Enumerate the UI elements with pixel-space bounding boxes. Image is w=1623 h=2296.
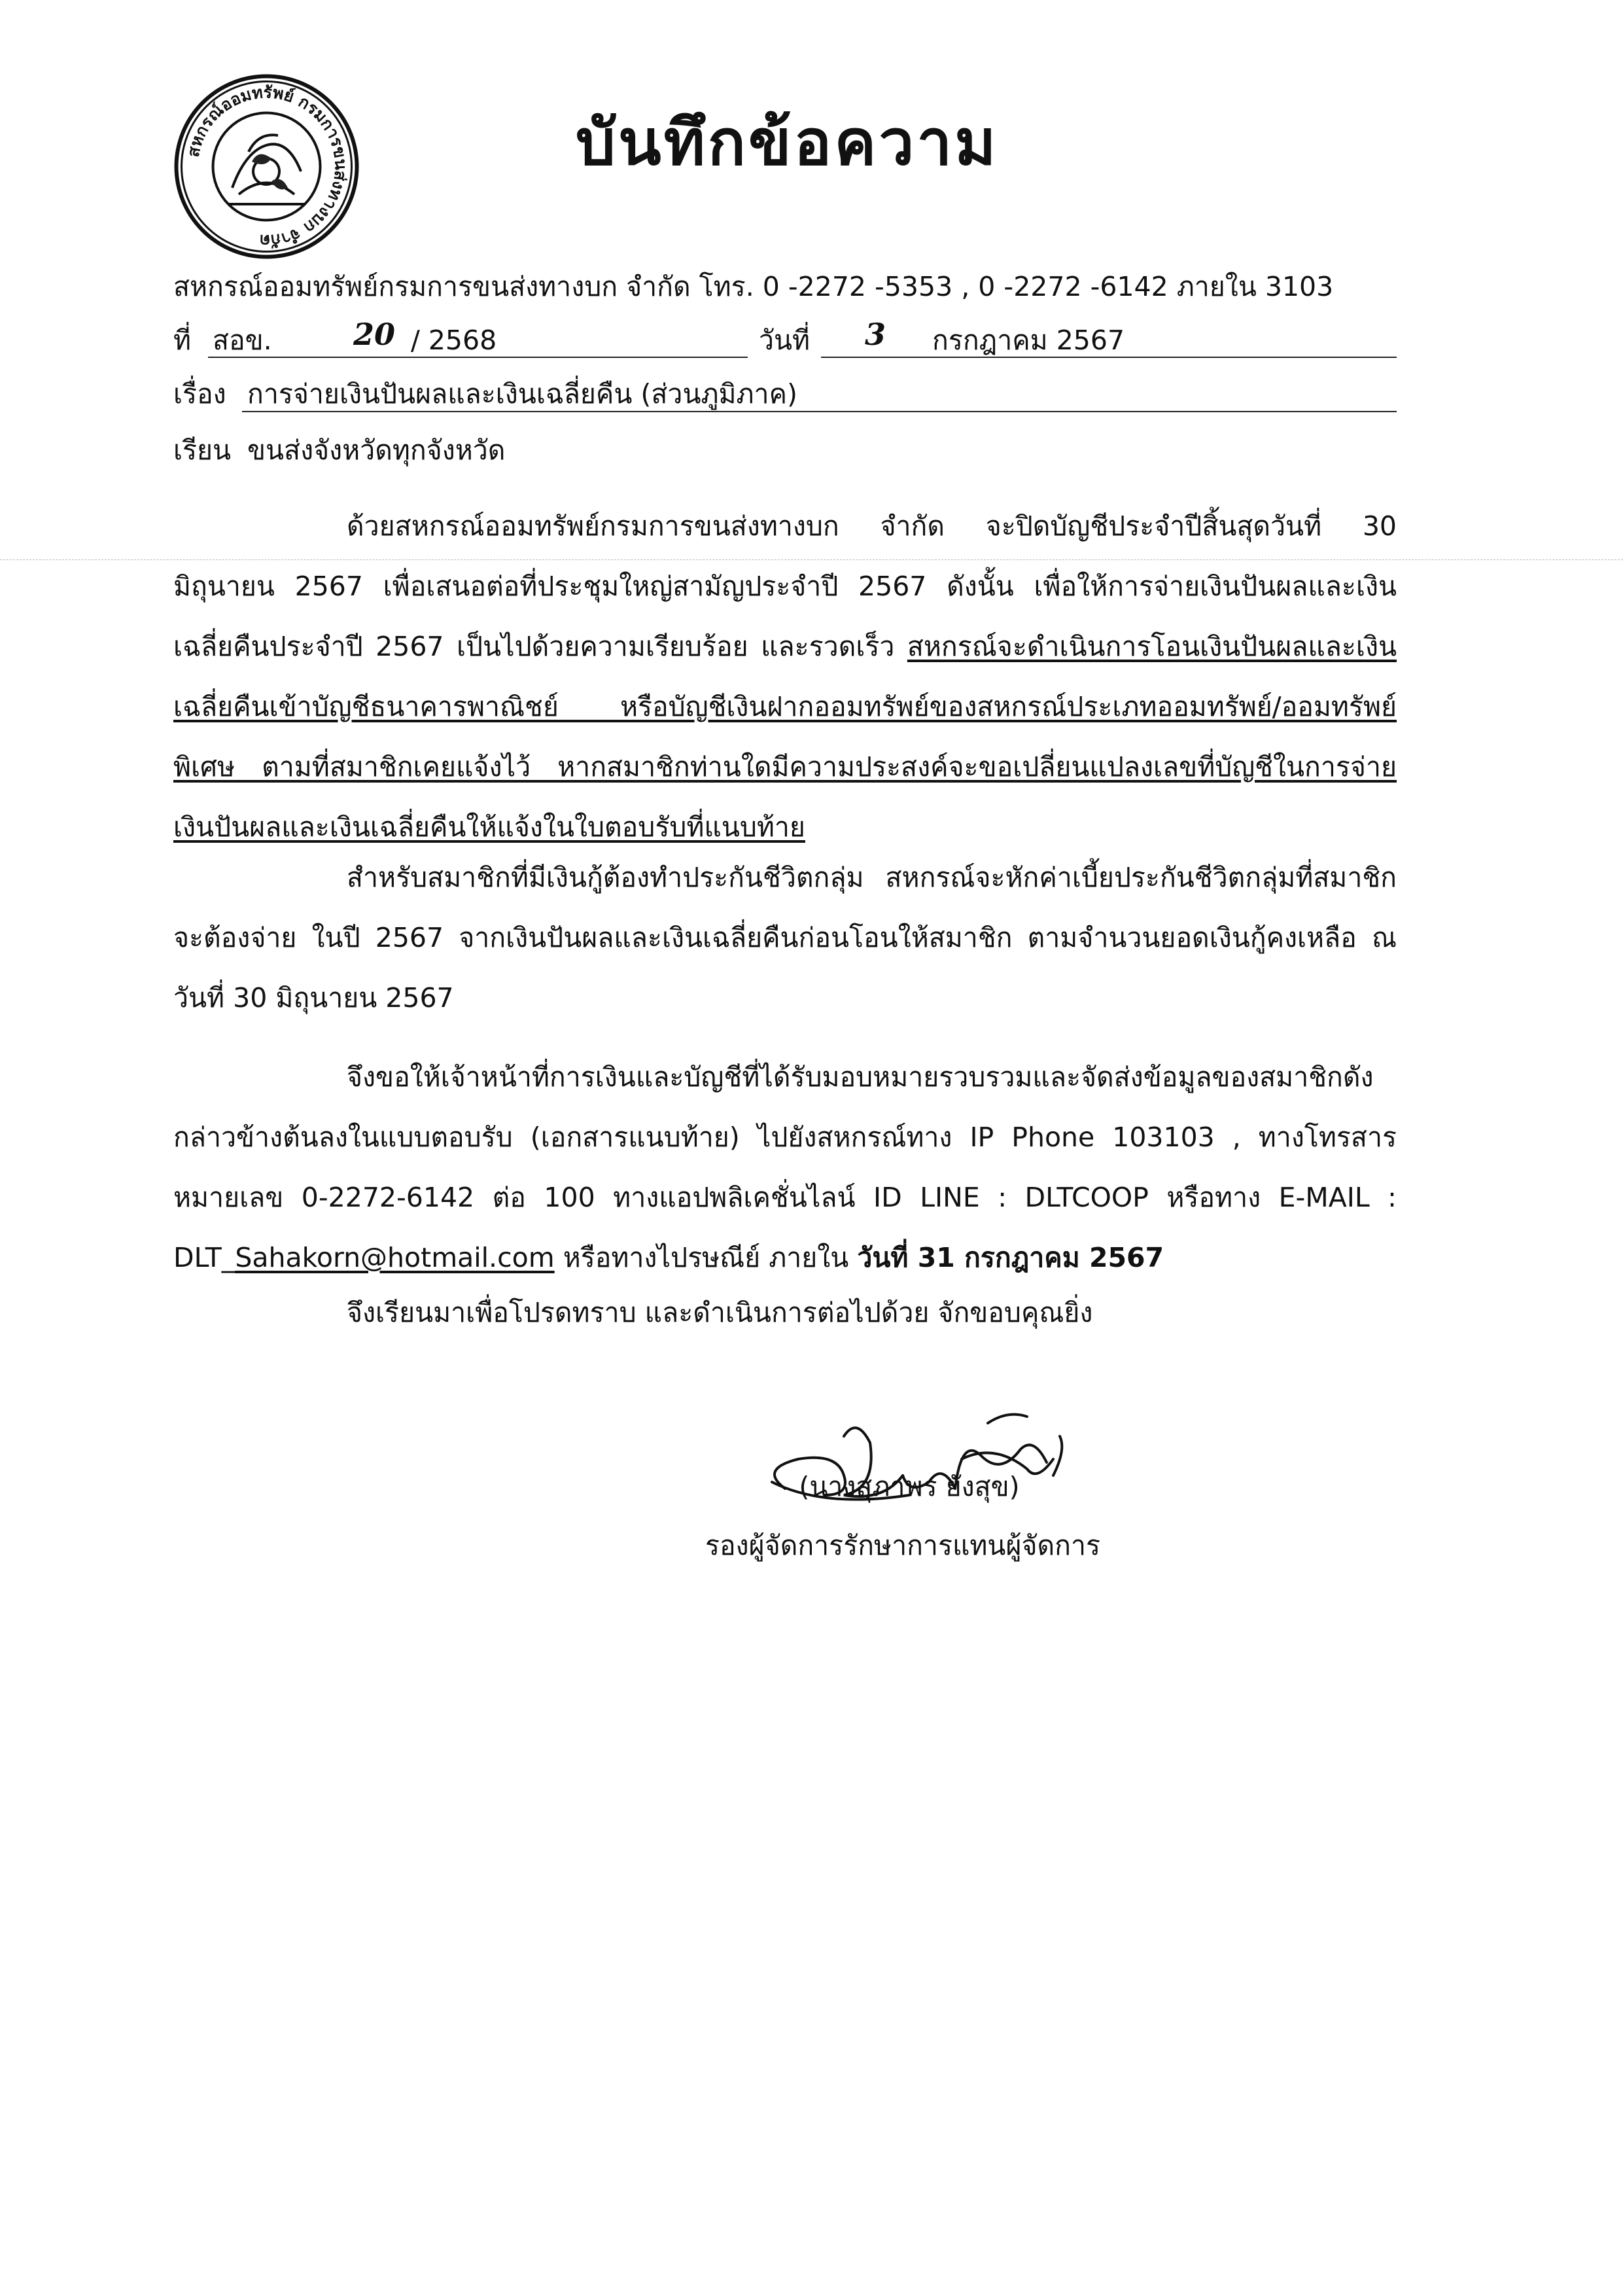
closing-paragraph bbox=[173, 1282, 1397, 1343]
ref-label: ที่ bbox=[173, 325, 192, 356]
date-label: วันที่ bbox=[759, 325, 811, 356]
recipient-text: ขนส่งจังหวัดทุกจังหวัด bbox=[247, 434, 506, 466]
subject-text: การจ่ายเงินปันผลและเงินเฉลี่ยคืน (ส่วนภูมิภาค) bbox=[247, 378, 798, 410]
p1-underlined-text: สหกรณ์จะดำเนินการโอนเงินปันผลและเงินเฉลี่ยคืนเข้าบัญชีธนาคารพาณิชย์ หรือบัญชีเงินฝากออมทรัพย์ของสหกรณ์ประเภทออมทรัพย์/ออมทรัพย์พิเศษ ตามที่สมาชิกเคยแจ้งไว้ หากสมาชิกท่านใดมีความประสงค์จะขอเปลี่ยนแปลงเลขที่บัญชีในการจ่ายเงินปันผลและเงินเฉลี่ยคืนให้แจ้งในใบตอบรับที่แนบท้าย bbox=[173, 631, 1397, 843]
date-month-year: กรกฎาคม 2567 bbox=[932, 325, 1125, 356]
recipient-label: เรียน bbox=[173, 434, 232, 466]
p3-text: จึงขอให้เจ้าหน้าที่การเงินและบัญชีที่ได้รับมอบหมายรวบรวมและจัดส่งข้อมูลของสมาชิกดังกล่าวข้างต้นลงในแบบตอบรับ (เอกสารแนบท้าย) ไปยังสหกรณ์ทาง IP Phone 103103 , ทางโทรสารหมายเลข 0-2272-6142 ต่อ 100 ทางแอปพลิเคชั่นไลน์ ID LINE : DLTCOOP หรือทาง E-MAIL : DLT_ bbox=[173, 1061, 1397, 1273]
signatory-position: รองผู้จัดการรักษาการแทนผู้จัดการ bbox=[705, 1530, 1100, 1561]
email-link[interactable]: Sahakorn@hotmail.com bbox=[235, 1242, 555, 1273]
cooperative-seal-logo bbox=[173, 73, 360, 260]
body-paragraph-2 bbox=[173, 847, 1397, 1028]
date-day-handwritten: 3 bbox=[865, 317, 886, 352]
closing-text: จึงเรียนมาเพื่อโปรดทราบ และดำเนินการต่อไปด้วย จักขอบคุณยิ่ง bbox=[347, 1297, 1093, 1328]
signatory-name: (นางสุภาพร ยังสุข) bbox=[799, 1471, 1020, 1502]
ref-number-handwritten: 20 bbox=[353, 317, 396, 352]
date-underline bbox=[821, 357, 1397, 358]
body-paragraph-3 bbox=[173, 1047, 1397, 1288]
handwritten-signature bbox=[746, 1397, 1092, 1528]
svg-text:สหกรณ์ออมทรัพย์ กรมการขนส่งทาง: สหกรณ์ออมทรัพย์ กรมการขนส่งทางบก จำกัด bbox=[183, 82, 351, 251]
document-title: บันทึกข้อความ bbox=[576, 106, 999, 179]
subject-underline bbox=[242, 411, 1397, 412]
ref-year: / 2568 bbox=[411, 325, 497, 356]
ref-prefix: สอข. bbox=[213, 325, 272, 356]
ref-underline bbox=[208, 357, 748, 358]
p3-text-continued: หรือทางไปรษณีย์ ภายใน bbox=[554, 1242, 858, 1273]
p1-text: ด้วยสหกรณ์ออมทรัพย์กรมการขนส่งทางบก จำกัด จะปิดบัญชีประจำปีสิ้นสุดวันที่ 30 มิถุนายน 2567 เพื่อเสนอต่อที่ประชุมใหญ่สามัญประจำปี 2567 ดังนั้น เพื่อให้การจ่ายเงินปันผลและเงินเฉลี่ยคืนประจำปี 2567 เป็นไปด้วยความเรียบร้อย และรวดเร็ว bbox=[173, 510, 1397, 662]
body-paragraph-1 bbox=[173, 496, 1397, 857]
organization-line: สหกรณ์ออมทรัพย์กรมการขนส่งทางบก จำกัด โทร. 0 -2272 -5353 , 0 -2272 -6142 ภายใน 3103 bbox=[173, 271, 1334, 302]
p2-text: สำหรับสมาชิกที่มีเงินกู้ต้องทำประกันชีวิตกลุ่ม สหกรณ์จะหักค่าเบี้ยประกันชีวิตกลุ่มที่สมาชิกจะต้องจ่าย ในปี 2567 จากเงินปันผลและเงินเฉลี่ยคืนก่อนโอนให้สมาชิก ตามจำนวนยอดเงินกู้คงเหลือ ณ วันที่ 30 มิถุนายน 2567 bbox=[173, 862, 1397, 1014]
deadline-date: วันที่ 31 กรกฎาคม 2567 bbox=[857, 1242, 1164, 1273]
subject-label: เรื่อง bbox=[173, 378, 226, 410]
